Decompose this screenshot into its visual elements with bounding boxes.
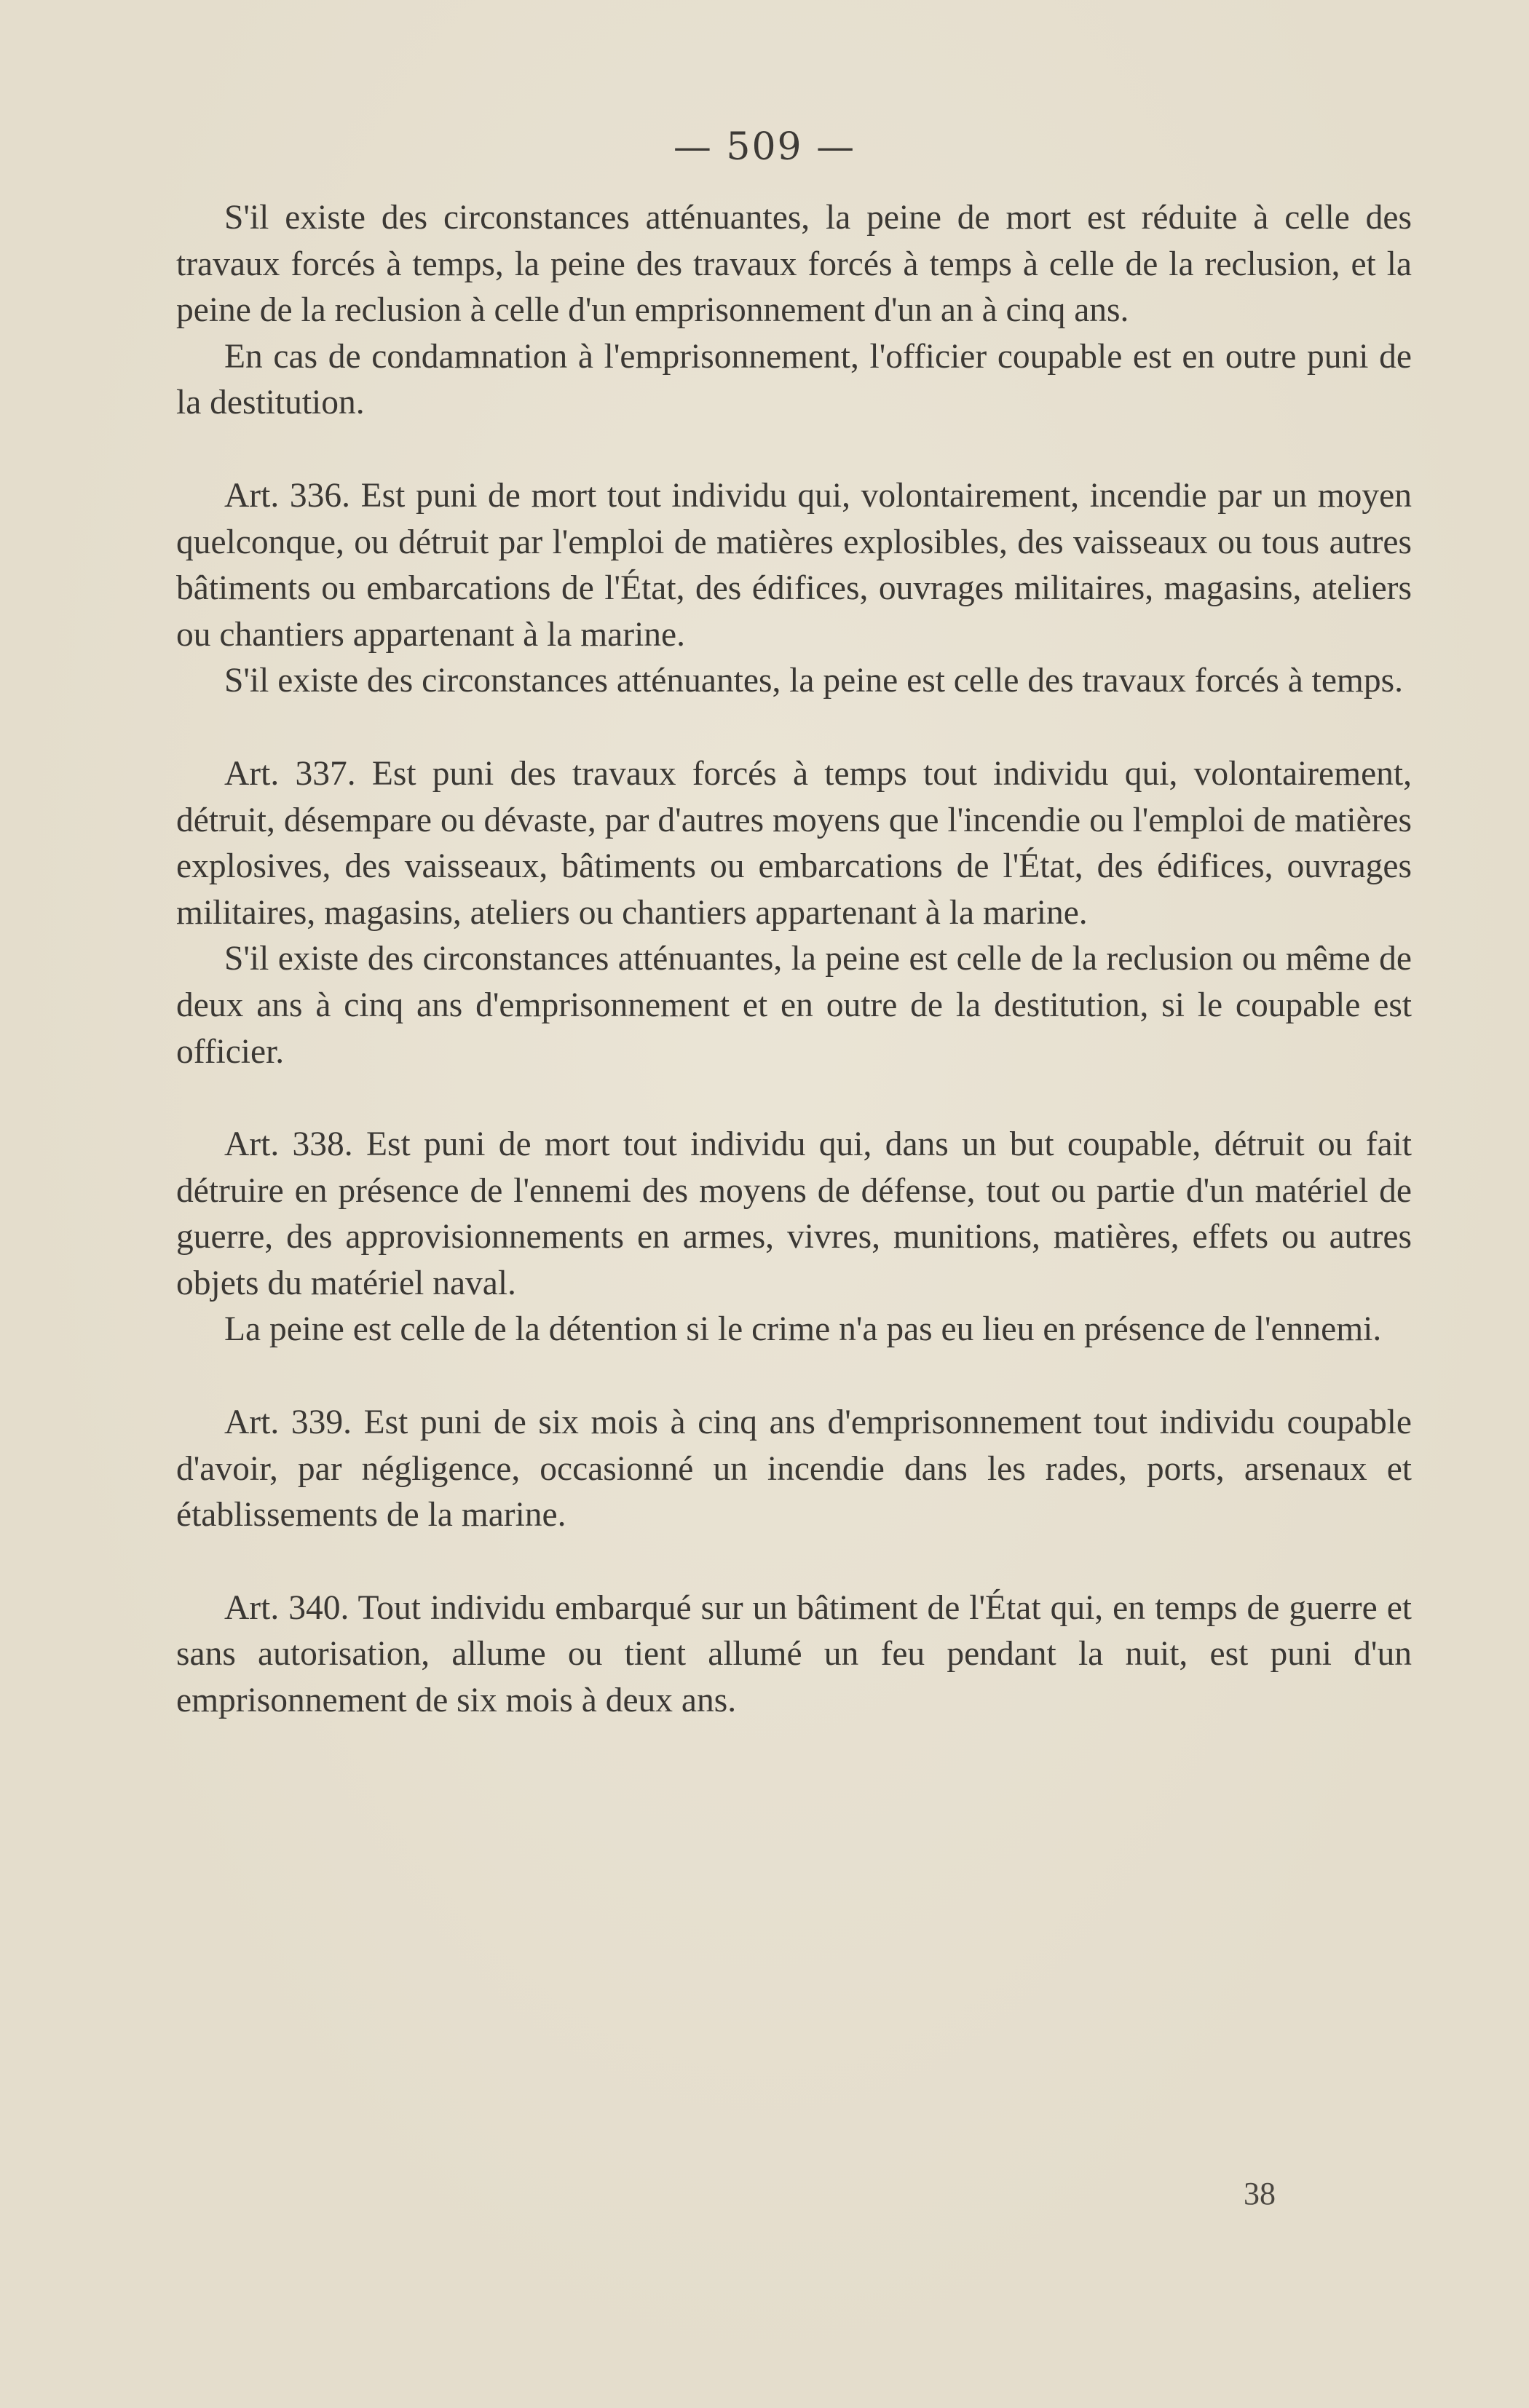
article-339: Art. 339. Est puni de six mois à cinq ans d'emprisonnement tout individu coupable d'avoir, par négligence, occasionné un incendie dans les rades, ports, arsenaux et établissements de la marine. — [176, 1403, 1412, 1534]
signature-mark: 38 — [1244, 2176, 1276, 2211]
body-text — [176, 195, 1412, 1724]
article-337: Art. 337. Est puni des travaux forcés à temps tout individu qui, volontairement, détruit, désempare ou dévaste, par d'autres moyens que l'incendie ou l'emploi de matières explosives, des vaisseaux, bâtiments ou embarcations de l'État, des édifices, ouvrages militaires, magasins, ateliers ou chantiers appartenant à la marine. — [176, 754, 1412, 932]
paragraph: En cas de condamnation à l'emprisonnement, l'officier coupable est en outre puni de la destitution. — [176, 337, 1412, 422]
article-340: Art. 340. Tout individu embarqué sur un bâtiment de l'État qui, en temps de guerre et sans autorisation, allume ou tient allumé un feu pendant la nuit, est puni d'un emprisonnement de six mois à deux ans. — [176, 1588, 1412, 1720]
article-338: Art. 338. Est puni de mort tout individu qui, dans un but coupable, détruit ou fait détruire en présence de l'ennemi des moyens de défense, tout ou partie d'un matériel de guerre, des approvisionnements en armes, vivres, munitions, matières, effets ou autres objets du matériel naval. — [176, 1125, 1412, 1302]
article-336: Art. 336. Est puni de mort tout individu qui, volontairement, incendie par un moyen quelconque, ou détruit par l'emploi de matières explosibles, des vaisseaux ou tous autres bâtiments ou embarcations de l'État, des édifices, ouvrages militaires, magasins, ateliers ou chantiers appartenant à la marine. — [176, 476, 1412, 654]
paragraph: La peine est celle de la détention si le crime n'a pas eu lieu en présence de l'ennemi. — [224, 1310, 1382, 1349]
paragraph: S'il existe des circonstances atténuantes, la peine de mort est réduite à celle des travaux forcés à temps, la peine des travaux forcés à temps à celle de la reclusion, et la peine de la reclusion à celle d'un emprisonnement d'un an à cinq ans. — [176, 199, 1412, 330]
page-number: — 509 — — [673, 125, 856, 169]
paragraph: S'il existe des circonstances atténuantes, la peine est celle des travaux forcés à temps. — [224, 662, 1403, 700]
paragraph: S'il existe des circonstances atténuantes, la peine est celle de la reclusion ou même de deux ans à cinq ans d'emprisonnement et en outre de la destitution, si le coupable est officier. — [176, 940, 1412, 1071]
